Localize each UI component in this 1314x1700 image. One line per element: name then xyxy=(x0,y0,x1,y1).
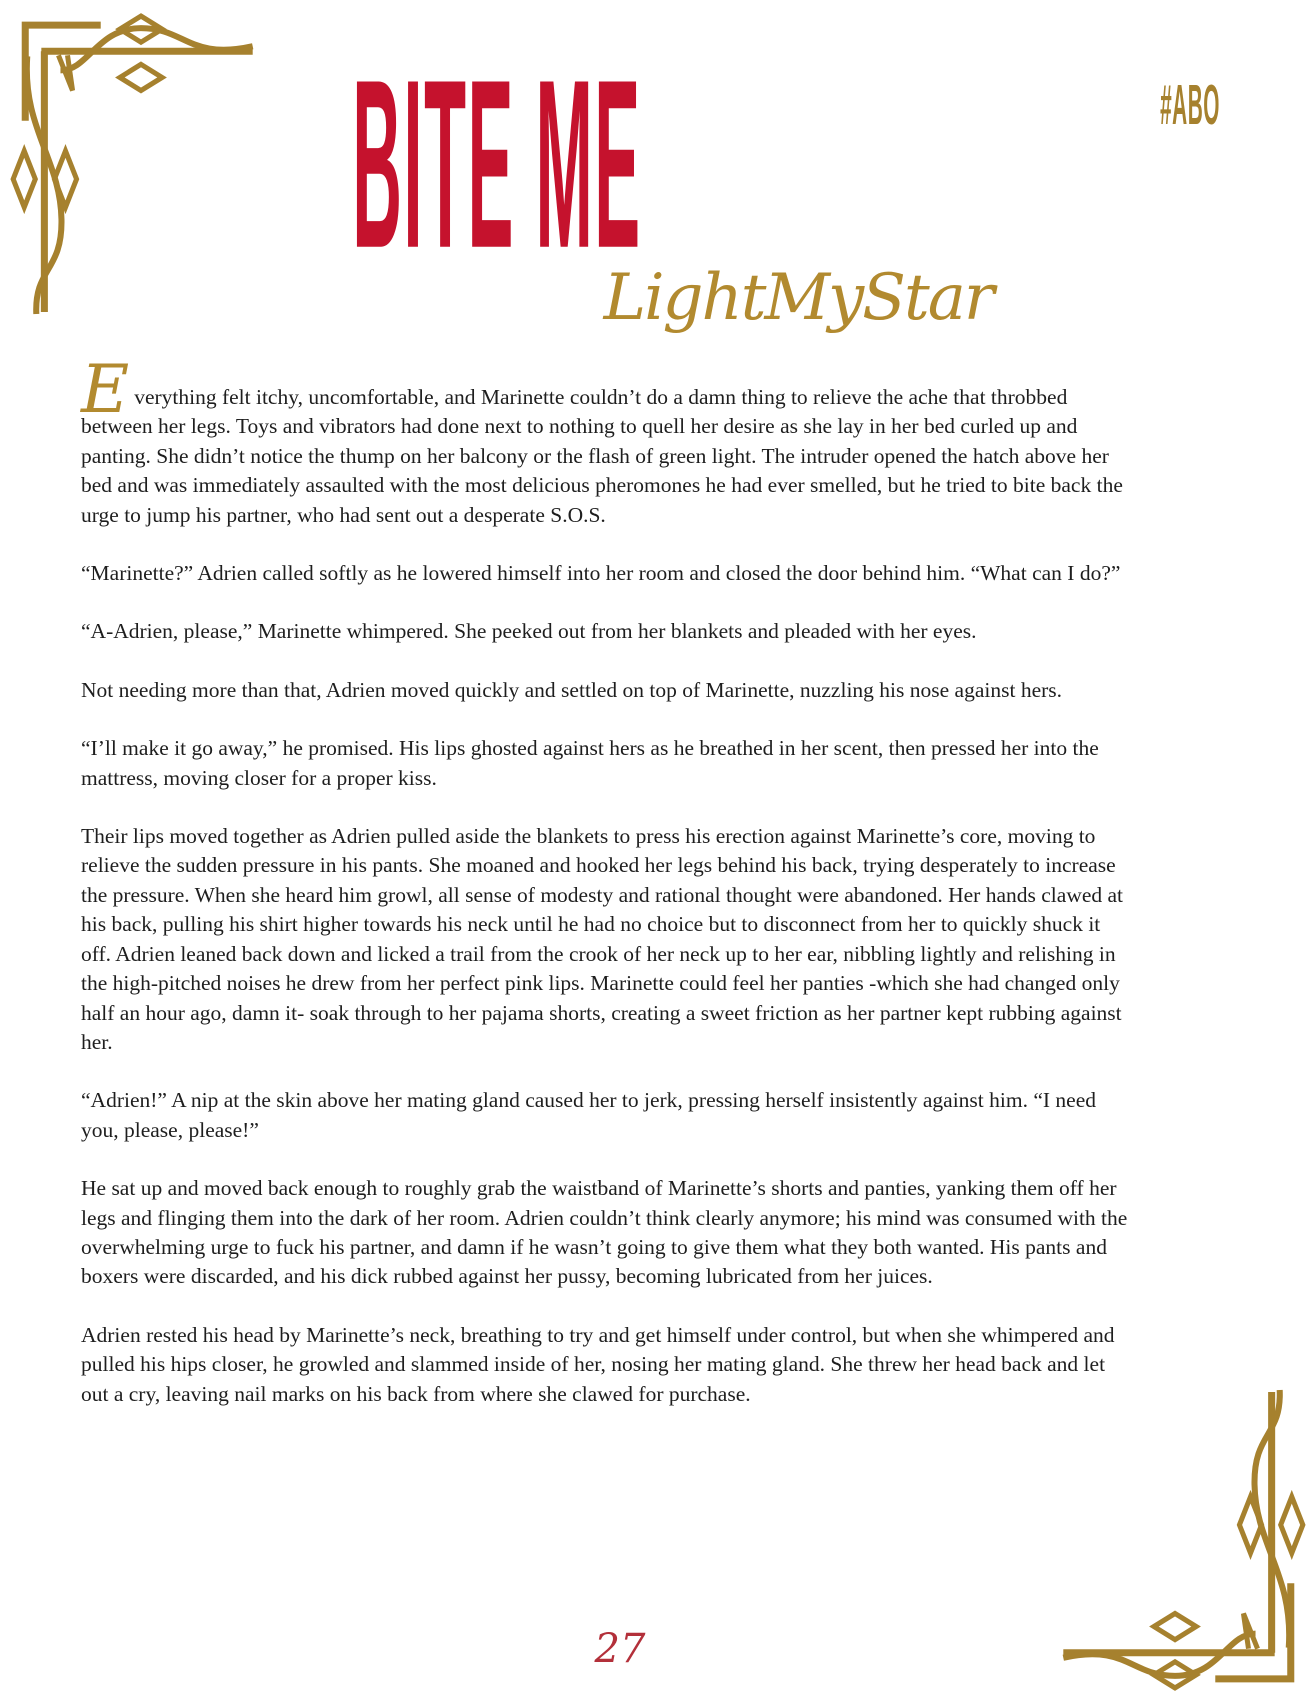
paragraph: “Marinette?” Adrien called softly as he lowered himself into her room and closed the door behind him. “What can I do?” xyxy=(81,561,1121,586)
paragraph: He sat up and moved back enough to roughly grab the waistband of Marinette’s shorts and panties, yanking them off her legs and flinging them into the dark of her room. Adrien couldn’t think clearly anymore; his mind was consumed with the overwhelming urge to fuck his partner, and damn if he wasn’t going to give them what they both wanted. His pants and boxers were discarded, and his dick rubbed against her pussy, becoming lubricated from her juices. xyxy=(81,1176,1128,1289)
paragraph-text: verything felt itchy, uncomfortable, and Marinette couldn’t do a damn thing to relieve the ache that throbbed between her legs. Toys and vibrators had done next to nothing to quell her desire as she lay in her bed curled up and panting. She didn’t notice the thump on her balcony or the flash of green light. The intruder opened the hatch above her bed and was immediately assaulted with the most delicious pheromones he had ever smelled, but he tried to bite back the urge to jump his partner, who had sent out a desperate S.O.S. xyxy=(81,385,1123,527)
corner-flourish-top-left-icon xyxy=(8,8,280,320)
drop-cap: E xyxy=(81,351,130,428)
paragraph: Their lips moved together as Adrien pulled aside the blankets to press his erection against Marinette’s core, moving to relieve the sudden pressure in his pants. She moaned and hooked her legs behind his back, trying desperately to increase the pressure. When she heard him growl, all sense of modesty and rational thought were abandoned. Her hands clawed at his back, pulling his shirt higher towards his neck until he had no choice but to disconnect from her to quickly shuck it off. Adrien leaned back down and licked a trail from the crook of her neck up to her ear, nibbling lightly and relishing in the high-pitched noises he drew from her perfect pink lips. Marinette could feel her panties -which she had changed only half an hour ago, damn it- soak through to her pajama shorts, creating a sweet friction as her partner kept rubbing against her. xyxy=(81,824,1124,1054)
paragraph: Adrien rested his head by Marinette’s neck, breathing to try and get himself under control, but when she whimpered and pulled his hips closer, he growled and slammed inside of her, nosing her mating gland. She threw her head back and let out a cry, leaving nail marks on his back from where she clawed for purchase. xyxy=(81,1322,1115,1406)
paragraph: Not needing more than that, Adrien moved quickly and settled on top of Marinette, nuzzling his nose against hers. xyxy=(81,677,1063,702)
paragraph: “I’ll make it go away,” he promised. His lips ghosted against hers as he breathed in her scent, then pressed her into the mattress, moving closer for a proper kiss. xyxy=(81,736,1099,790)
paragraph: “A-Adrien, please,” Marinette whimpered. She peeked out from her blankets and pleaded with her eyes. xyxy=(81,619,977,644)
page-title: BITE ME xyxy=(352,30,642,298)
paragraph: “Adrien!” A nip at the skin above her mating gland caused her to jerk, pressing herself insistently against him. “I need you, please, please!” xyxy=(81,1088,1096,1142)
page-number: 27 xyxy=(594,1626,646,1672)
author-signature: LightMyStar xyxy=(603,261,993,335)
paragraph xyxy=(81,351,1131,530)
story-text xyxy=(81,351,1131,1438)
hashtag-label: #ABO xyxy=(1160,74,1220,137)
